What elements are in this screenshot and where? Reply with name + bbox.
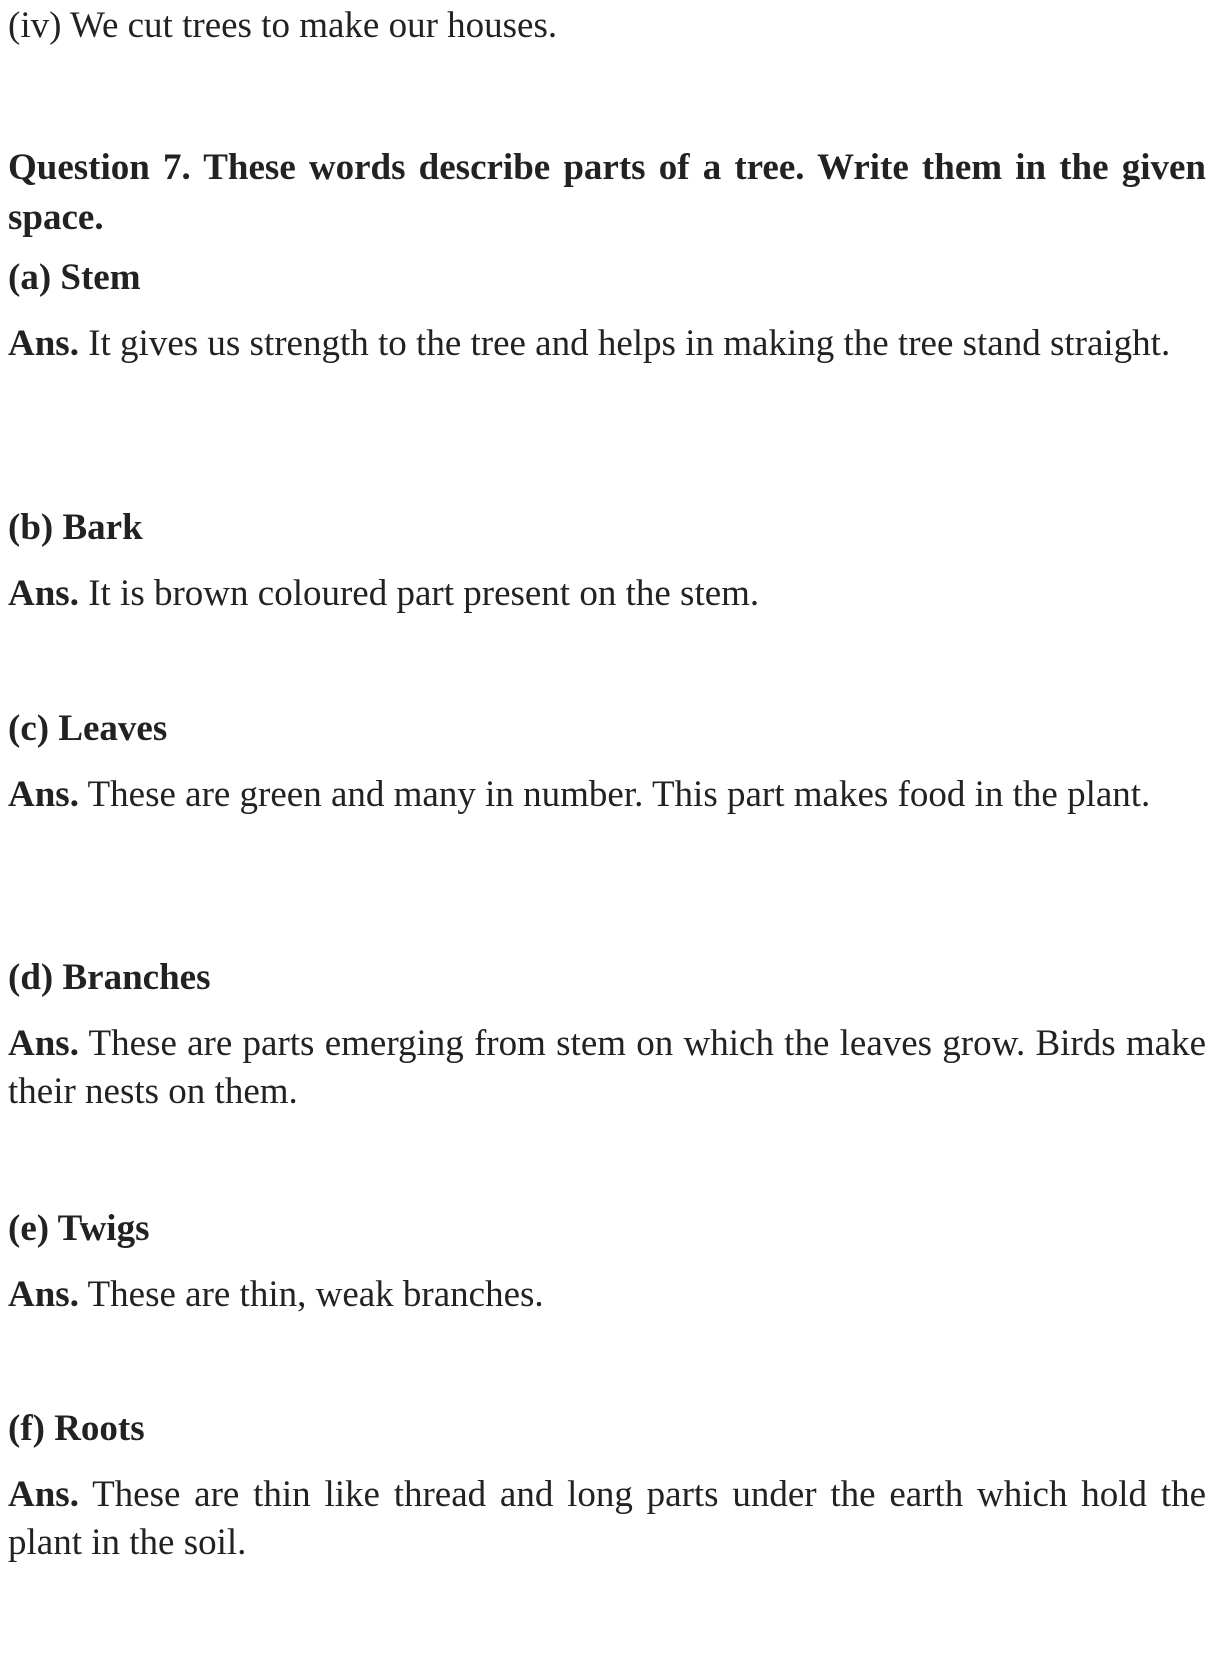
item-answer — [8, 1020, 1206, 1116]
ans-label: Ans. — [8, 1023, 79, 1064]
item-answer — [8, 1271, 1206, 1319]
ans-label: Ans. — [8, 1474, 79, 1515]
item-title: (a) Stem — [8, 257, 141, 298]
answer-text: These are thin, weak branches. — [87, 1274, 544, 1315]
item-title: (d) Branches — [8, 957, 211, 998]
item-answer — [8, 570, 1206, 618]
item-roots — [8, 1405, 1206, 1567]
answer-text: It is brown coloured part present on the stem. — [88, 573, 760, 614]
answer-text: It gives us strength to the tree and helps in making the tree stand straight. — [88, 323, 1171, 364]
item-leaves — [8, 705, 1206, 819]
item-title: (c) Leaves — [8, 708, 168, 749]
item-answer — [8, 1471, 1206, 1567]
ans-label: Ans. — [8, 323, 79, 364]
answer-text: These are thin like thread and long parts under the earth which hold the plant in the soil. — [8, 1474, 1206, 1563]
answer-text: These are parts emerging from stem on which the leaves grow. Birds make their nests on them. — [8, 1023, 1206, 1112]
item-answer — [8, 771, 1206, 819]
item-title: (f) Roots — [8, 1408, 145, 1449]
item-stem — [8, 254, 1206, 368]
ans-label: Ans. — [8, 1274, 79, 1315]
item-title: (b) Bark — [8, 507, 143, 548]
item-answer — [8, 320, 1206, 368]
ans-label: Ans. — [8, 573, 79, 614]
answer-text: These are green and many in number. This part makes food in the plant. — [87, 774, 1151, 815]
item-bark — [8, 504, 1206, 618]
item-title: (e) Twigs — [8, 1208, 150, 1249]
item-branches — [8, 954, 1206, 1116]
item-twigs — [8, 1205, 1206, 1319]
ans-label: Ans. — [8, 774, 79, 815]
question-heading: Question 7. These words describe parts of a tree. Write them in the given space. — [8, 147, 1206, 238]
intro-line: (iv) We cut trees to make our houses. — [8, 5, 558, 46]
